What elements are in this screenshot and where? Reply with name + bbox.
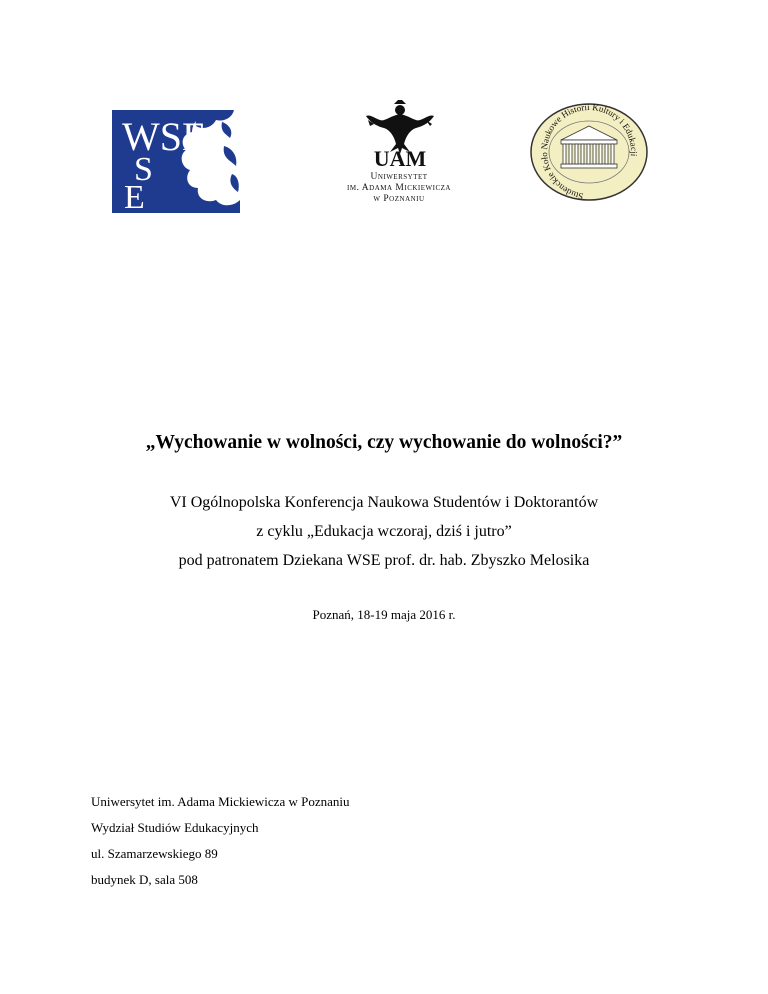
uam-line-3: w Poznaniu [373,194,425,204]
conference-subtitle-2: z cyklu „Edukacja wczoraj, dziś i jutro” [256,523,512,540]
conference-subtitle-3: pod patronatem Dziekana WSE prof. dr. hab. Zbyszko Melosika [178,552,590,569]
kolo-naukowe-seal-icon [527,100,651,204]
svg-text:E: E [124,179,145,214]
address-line-university: Uniwersytet im. Adama Mickiewicza w Poznaniu [91,794,350,809]
wse-logo-icon [112,110,242,214]
svg-text:S: S [134,151,153,188]
conference-subtitle-1: VI Ogólnopolska Konferencja Naukowa Studentów i Doktorantów [169,494,599,511]
svg-text:Studenckie Koło Naukowe Histor: Studenckie Koło Naukowe Historii Kultury i Edukacji [539,101,640,202]
uam-line-1: Uniwersytet [370,172,428,182]
address-line-street: ul. Szamarzewskiego 89 [91,846,218,861]
uam-line-2: im. Adama Mickiewicza [347,183,451,193]
conference-date: Poznań, 18-19 maja 2016 r. [312,607,456,622]
uam-logo-text [340,172,458,205]
address-line-faculty: Wydział Studiów Edukacyjnych [91,820,259,835]
svg-text:UAM: UAM [373,146,427,170]
svg-text:WSE: WSE [122,114,207,159]
conference-title: „Wychowanie w wolności, czy wychowanie do wolności?” [145,432,623,453]
uam-logo [340,100,460,230]
address-line-room: budynek D, sala 508 [91,872,198,887]
wse-logo [112,110,242,214]
uam-eagle-icon [340,100,460,170]
kolo-naukowe-logo [527,100,651,204]
